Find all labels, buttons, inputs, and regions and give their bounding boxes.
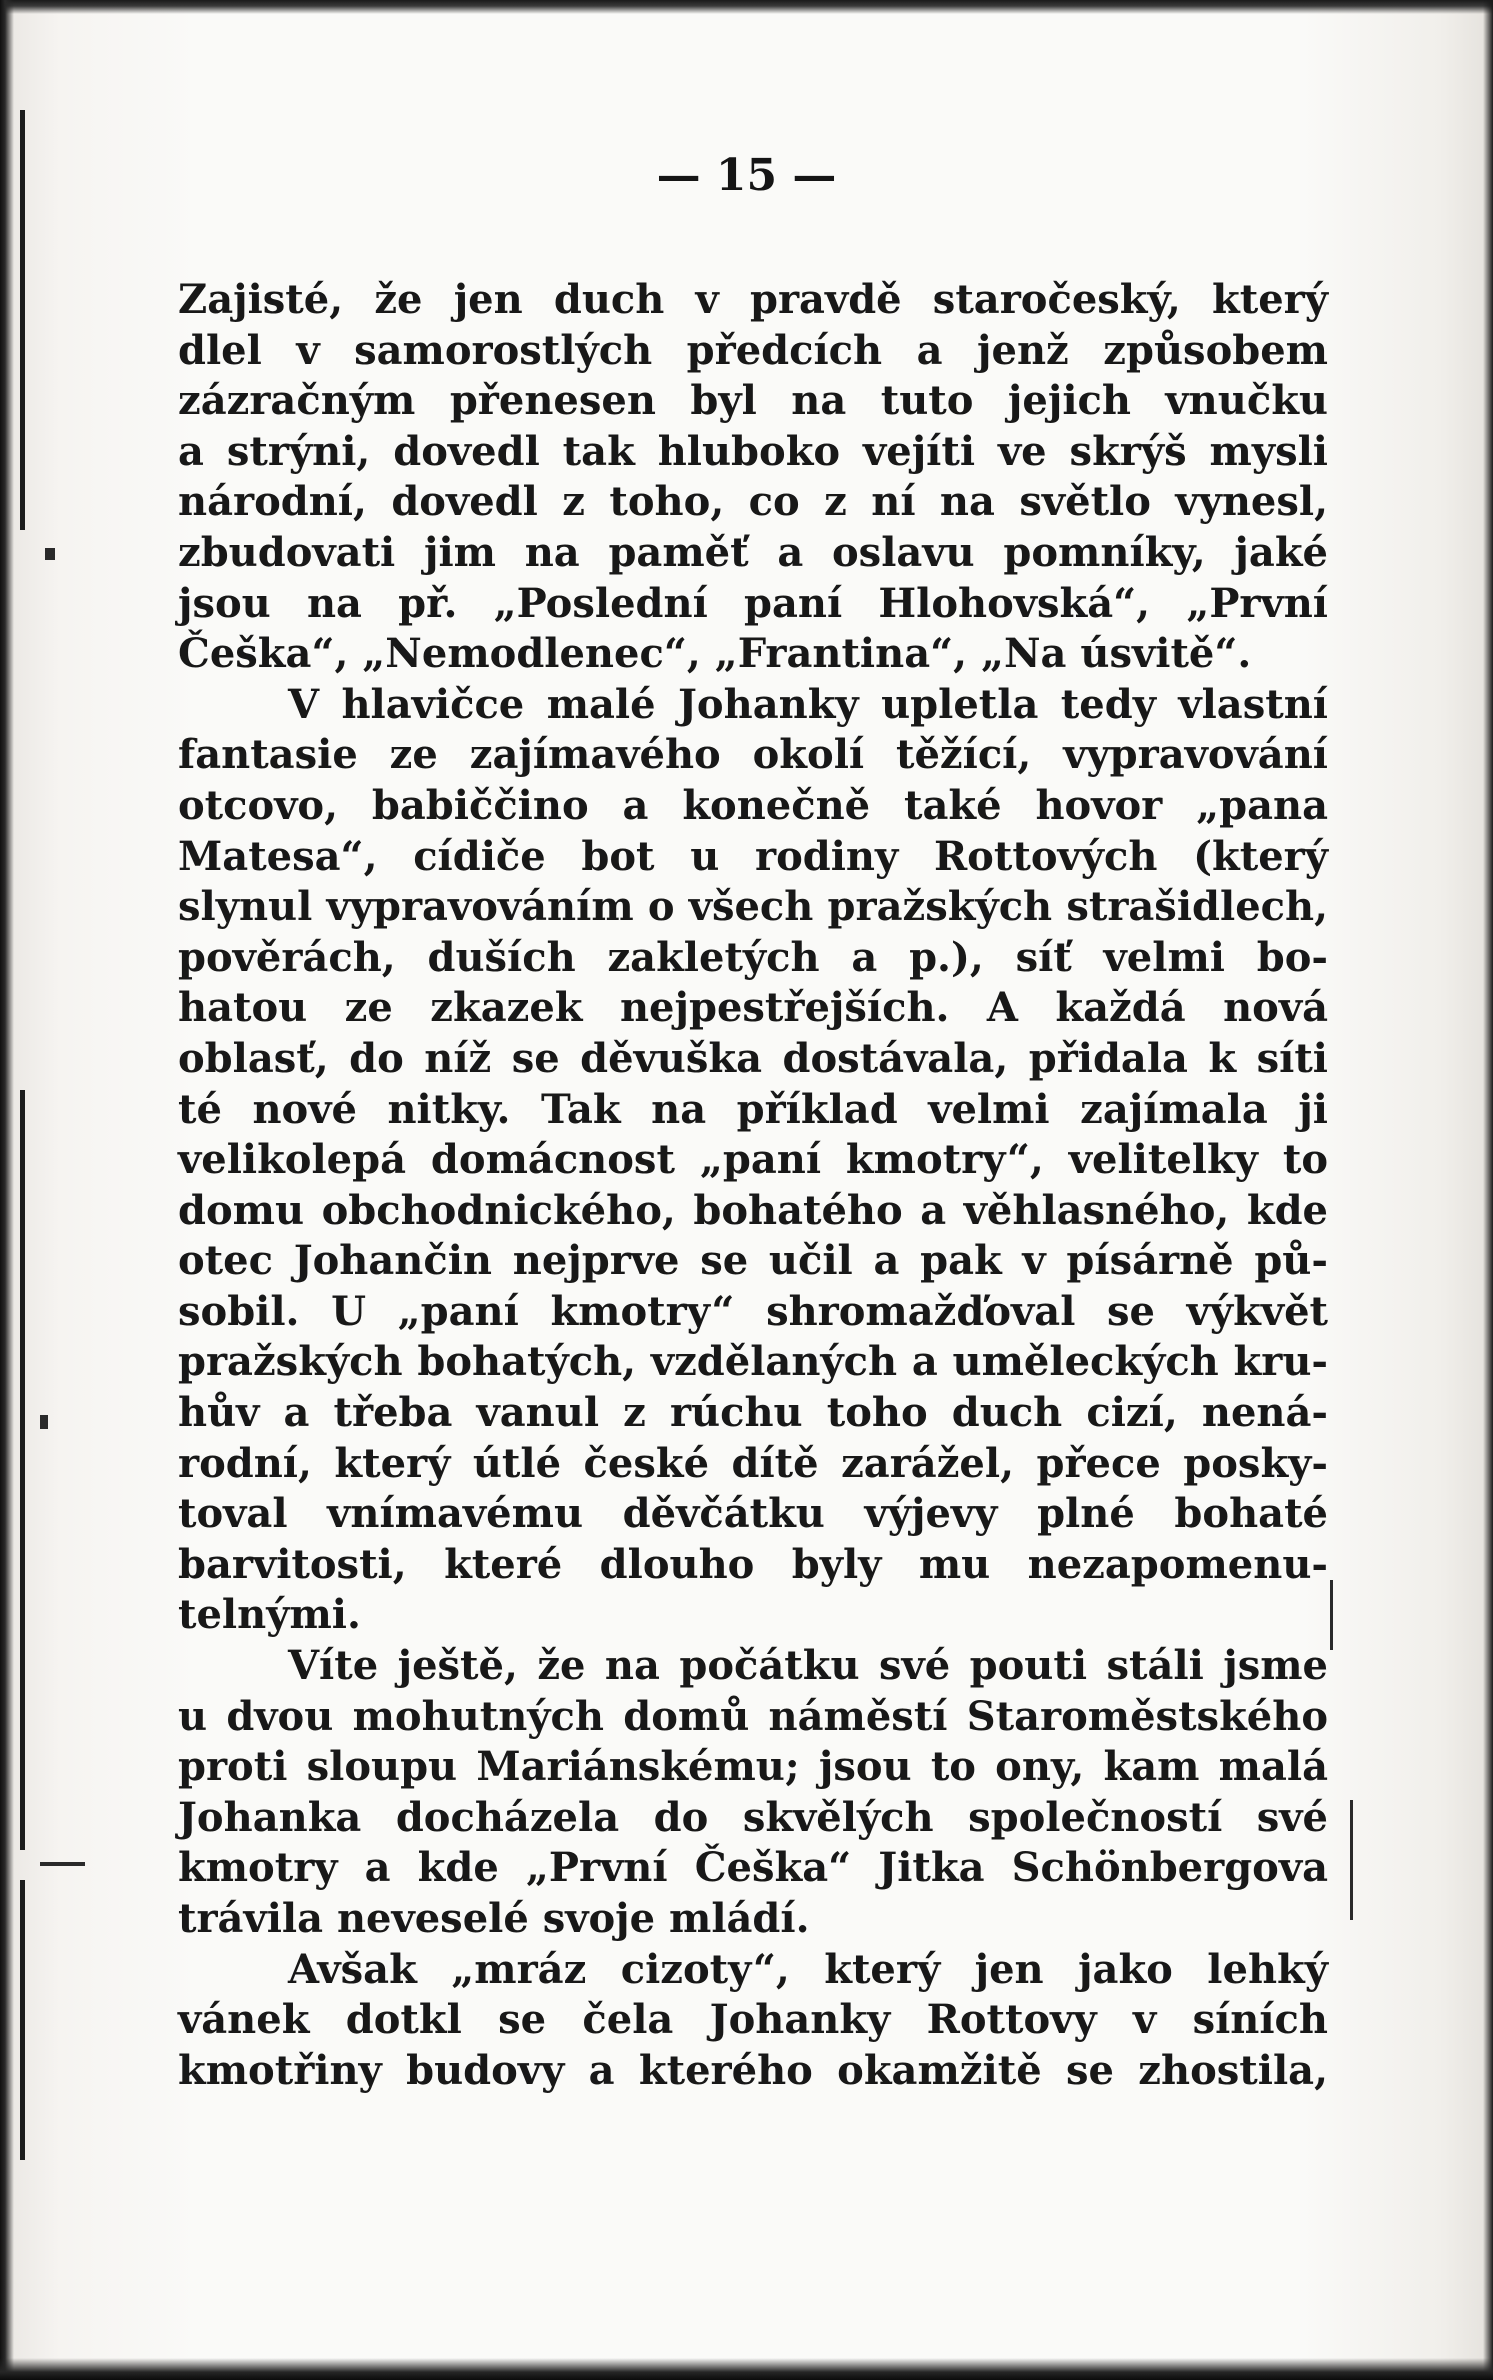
page-top-edge-shadow (0, 0, 1493, 14)
text-line: domu obchodnického, bohatého a věhlasného, kde (178, 1186, 1328, 1234)
page-bottom-edge-shadow (0, 2358, 1493, 2380)
text-line: Víte ještě, že na počátku své pouti stáli jsme (288, 1642, 1328, 1690)
text-line: otec Johančin nejprve se učil a pak v písárně pů- (178, 1237, 1328, 1285)
binding-mark (20, 1090, 25, 1850)
text-line: telnými. (178, 1591, 361, 1639)
text-line: otcovo, babiččino a konečně také hovor „pana (178, 781, 1328, 829)
text-line: V hlavičce malé Johanky upletla tedy vlastní (288, 680, 1328, 728)
margin-pencil-mark (1350, 1800, 1353, 1920)
text-line: proti sloupu Mariánskému; jsou to ony, kam malá (178, 1743, 1328, 1791)
text-line: sobil. U „paní kmotry“ shromažďoval se výkvět (178, 1287, 1328, 1335)
text-line: a strýni, dovedl tak hluboko vejíti ve skrýš mysli (178, 427, 1328, 475)
text-line: trávila neveselé svoje mládí. (178, 1895, 810, 1942)
page-right-edge-shadow (1483, 0, 1493, 2380)
text-line: Češka“, „Nemodlenec“, „Frantina“, „Na úsvitě“. (178, 630, 1252, 678)
page-left-edge-shadow (0, 0, 14, 2380)
text-line: slynul vypravováním o všech pražských strašidlech, (178, 883, 1328, 931)
text-line: kmotřiny budovy a kterého okamžitě se zhostila, (178, 2046, 1328, 2094)
text-line: národní, dovedl z toho, co z ní na světlo vynesl, (178, 478, 1328, 526)
margin-speck (40, 1862, 85, 1866)
text-line: barvitosti, které dlouho byly mu nezapomenu- (178, 1540, 1328, 1588)
text-line: oblasť, do níž se děvuška dostávala, přidala k síti (178, 1034, 1328, 1082)
text-line: Zajisté, že jen duch v pravdě staročeský, který (178, 276, 1328, 323)
text-line: Avšak „mráz cizoty“, který jen jako lehký (288, 1945, 1328, 1993)
paragraph (178, 1641, 1328, 1945)
text-line: vánek dotkl se čela Johanky Rottovy v síních (178, 1996, 1328, 2044)
text-line: jsou na př. „Poslední paní Hlohovská“, „První (178, 579, 1328, 627)
text-line: zázračným přenesen byl na tuto jejich vnučku (178, 377, 1328, 425)
text-line: hův a třeba vanul z rúchu toho duch cizí, nená- (178, 1389, 1328, 1437)
text-line: pověrách, duších zakletých a p.), síť velmi bo- (178, 933, 1328, 981)
binding-mark (20, 1880, 25, 2160)
text-line: Johanka docházela do skvělých společností své (178, 1793, 1328, 1841)
text-line: hatou ze zkazek nejpestřejších. A každá nová (178, 984, 1328, 1032)
text-line: Matesa“, cídiče bot u rodiny Rottových (který (178, 832, 1328, 880)
paragraph (178, 1945, 1328, 2097)
text-line: té nové nitky. Tak na příklad velmi zajímala ji (178, 1085, 1328, 1133)
paragraph (178, 275, 1328, 680)
text-line: u dvou mohutných domů náměstí Staroměstského (178, 1692, 1328, 1740)
margin-pencil-mark (1330, 1580, 1333, 1650)
paragraph (178, 680, 1328, 1641)
text-line: zbudovati jim na paměť a oslavu pomníky, jaké (178, 528, 1328, 576)
text-line: kmotry a kde „První Češka“ Jitka Schönbergova (178, 1844, 1328, 1892)
text-line: fantasie ze zajímavého okolí těžící, vypravování (178, 731, 1328, 779)
text-line: toval vnímavému děvčátku výjevy plné bohaté (178, 1490, 1328, 1538)
margin-speck (45, 548, 55, 560)
text-line: dlel v samorostlých předcích a jenž způsobem (178, 326, 1328, 374)
text-line: pražských bohatých, vzdělaných a uměleckých kru- (178, 1338, 1328, 1386)
text-line: rodní, který útlé české dítě zarážel, přece posky- (178, 1439, 1328, 1487)
body-text (178, 275, 1328, 2096)
margin-speck (40, 1415, 48, 1429)
text-line: velikolepá domácnost „paní kmotry“, velitelky to (178, 1136, 1328, 1184)
page-number: — 15 — (656, 150, 837, 201)
